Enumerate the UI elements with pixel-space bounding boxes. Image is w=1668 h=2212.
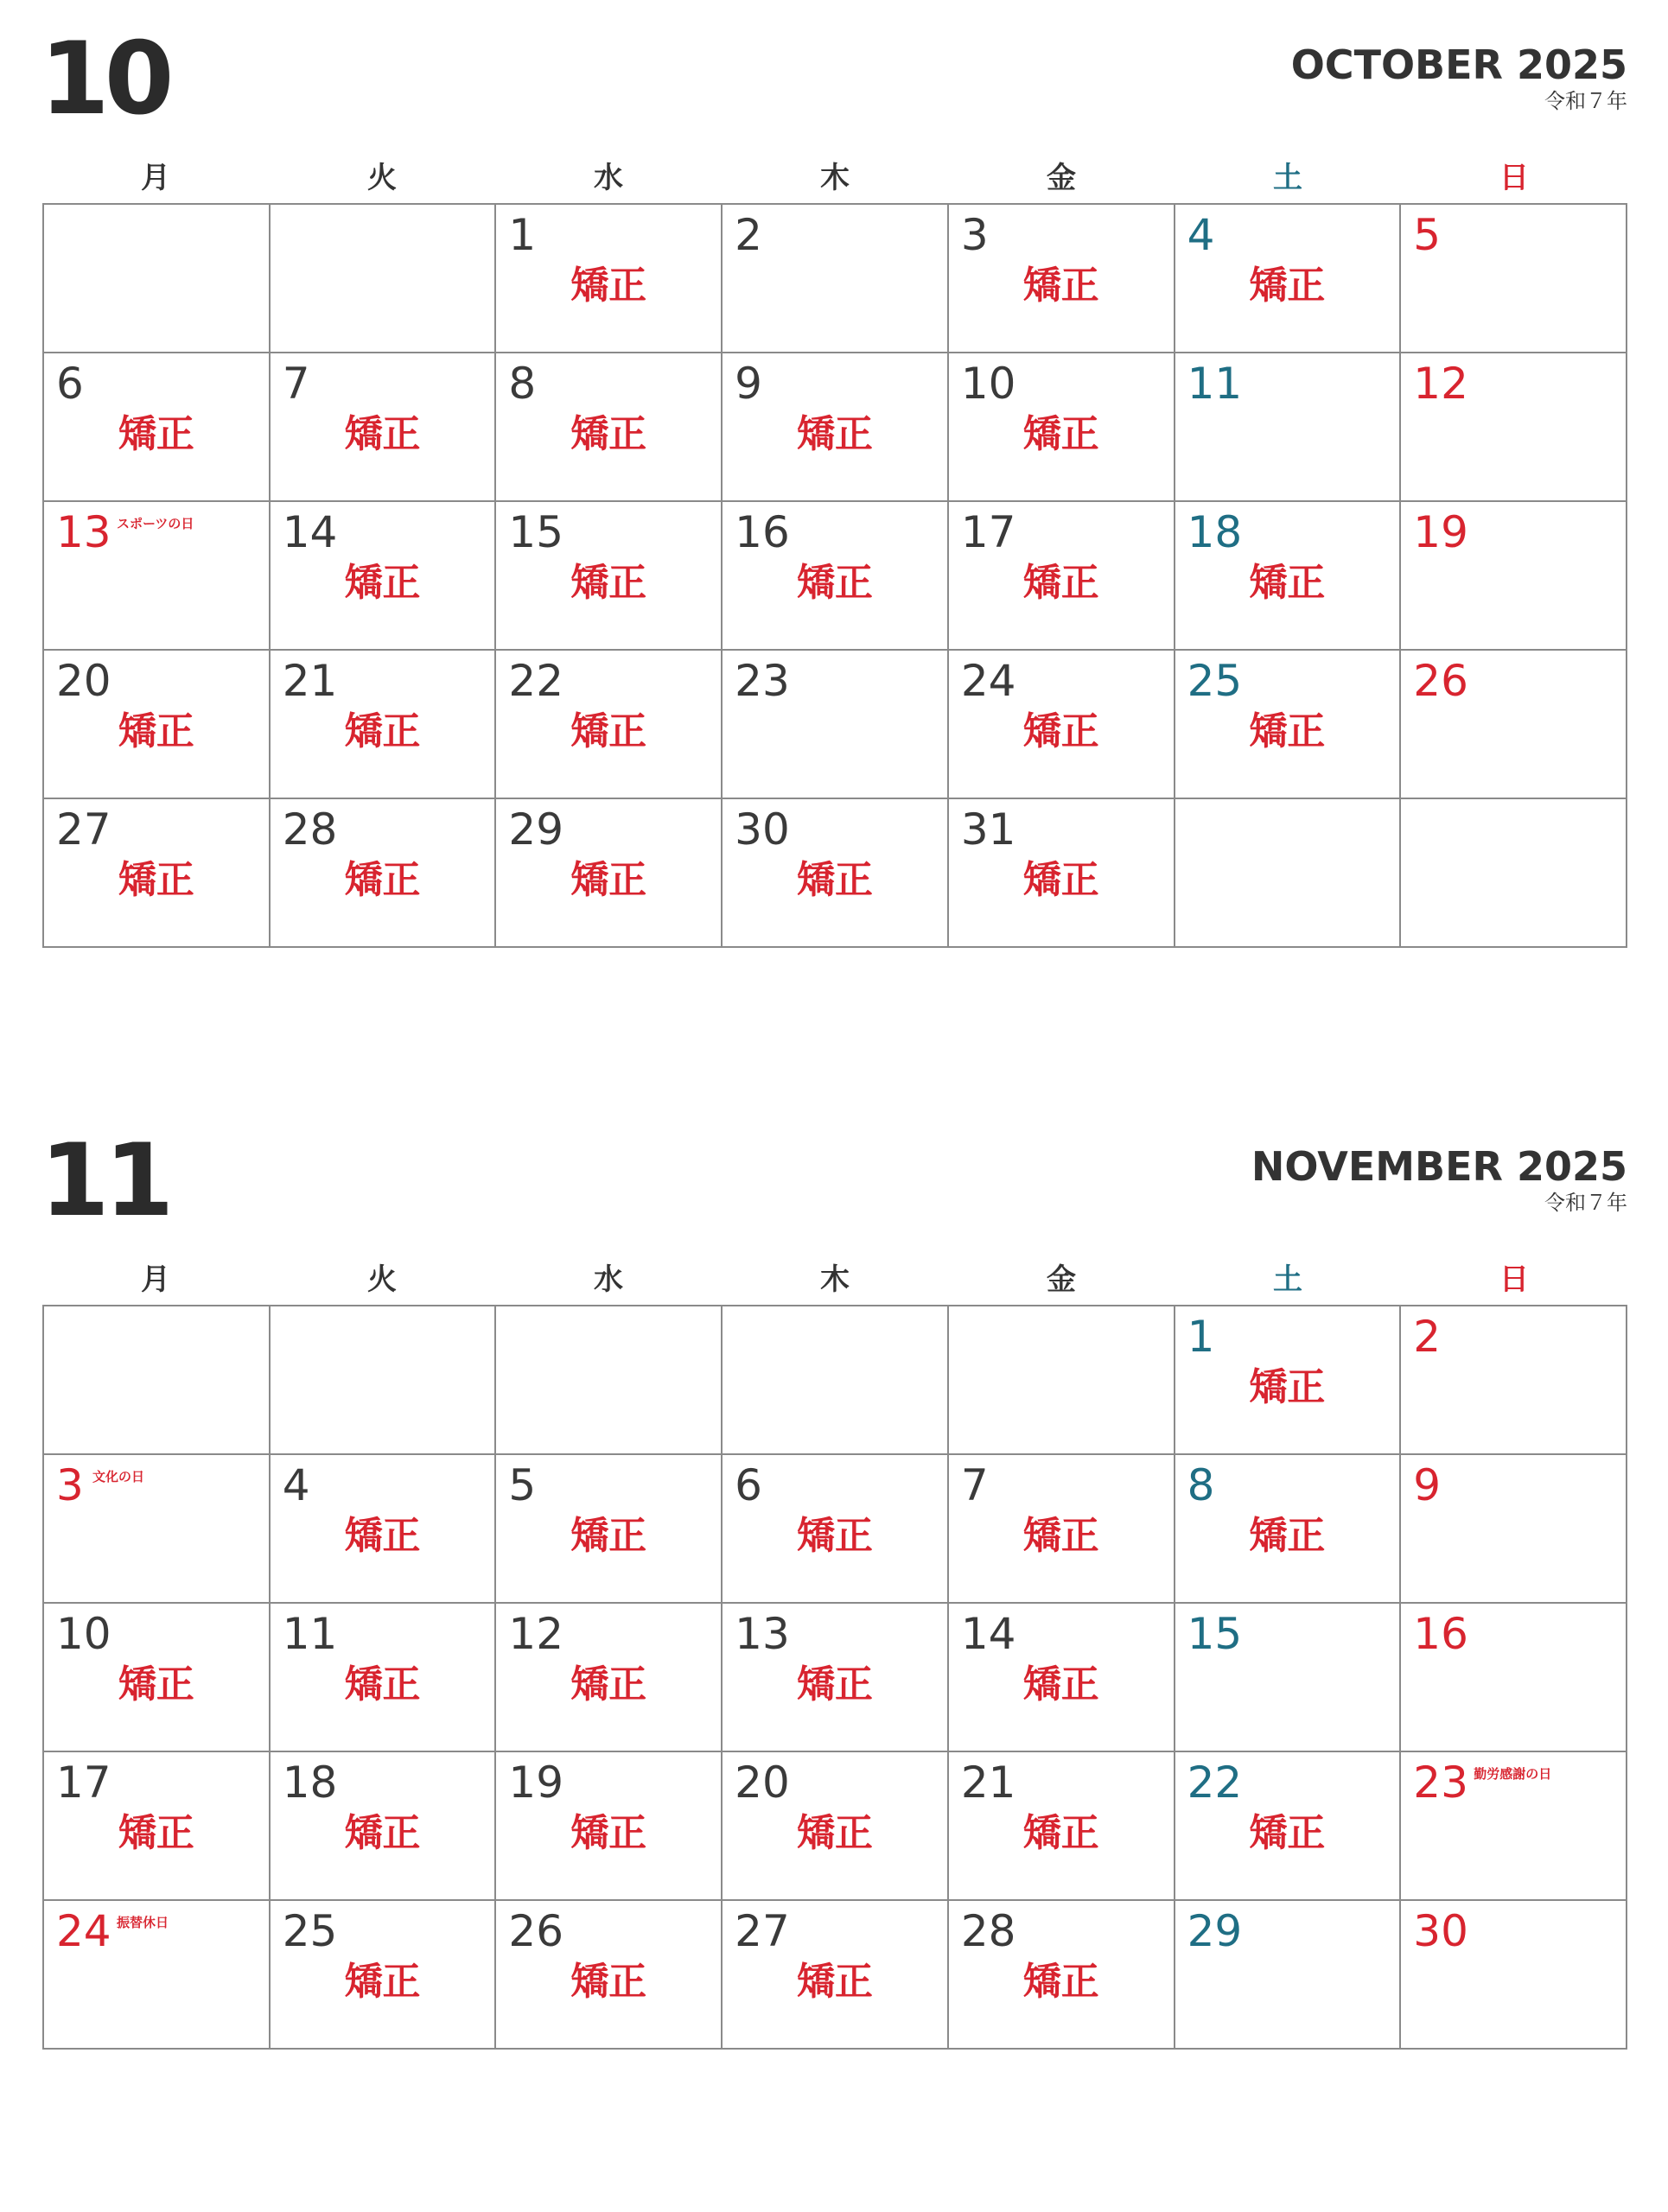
day-number: 28 (282, 804, 338, 855)
day-cell (44, 1901, 271, 2050)
day-number: 11 (282, 1609, 338, 1659)
day-number: 27 (56, 804, 111, 855)
clinic-mark: 矯正 (570, 1960, 647, 2004)
day-cell (1175, 1752, 1402, 1901)
day-cell (723, 1752, 949, 1901)
clinic-mark: 矯正 (796, 561, 873, 605)
day-number: 19 (508, 1758, 564, 1808)
day-number: 15 (508, 507, 564, 557)
clinic-mark: 矯正 (118, 1662, 194, 1707)
day-number: 1 (1187, 1312, 1215, 1362)
day-cell (496, 651, 723, 799)
clinic-mark: 矯正 (796, 858, 873, 902)
day-cell (44, 502, 271, 651)
day-number: 21 (960, 1758, 1016, 1808)
day-number: 29 (1187, 1906, 1243, 1956)
clinic-mark: 矯正 (118, 858, 194, 902)
day-cell (1401, 353, 1627, 502)
day-number: 15 (1187, 1609, 1243, 1659)
day-number: 12 (1413, 359, 1468, 409)
day-number: 12 (508, 1609, 564, 1659)
holiday-label: 振替休日 (117, 1915, 169, 1930)
day-cell (44, 353, 271, 502)
day-number: 1 (508, 210, 537, 260)
day-number: 6 (735, 1460, 762, 1510)
day-number: 5 (508, 1460, 537, 1510)
day-cell (271, 799, 497, 948)
clinic-mark: 矯正 (344, 1960, 421, 2004)
weekday-thu: 木 (820, 161, 850, 195)
day-number: 14 (960, 1609, 1016, 1659)
weekday-sat: 土 (1273, 161, 1302, 195)
day-number: 4 (1187, 210, 1215, 260)
day-number: 3 (960, 210, 989, 260)
clinic-mark: 矯正 (1022, 1514, 1099, 1558)
weekday-header (42, 158, 1627, 198)
day-cell (949, 1455, 1175, 1604)
clinic-mark: 矯正 (570, 264, 647, 308)
day-number: 5 (1413, 210, 1442, 260)
weekday-tue: 火 (367, 161, 397, 195)
day-cell (723, 502, 949, 651)
day-cell (44, 1604, 271, 1752)
clinic-mark: 矯正 (1022, 1960, 1099, 2004)
day-number: 30 (1413, 1906, 1468, 1956)
day-number: 20 (56, 656, 111, 706)
day-cell (1175, 353, 1402, 502)
day-cell (1175, 1604, 1402, 1752)
weekday-tue: 火 (367, 1262, 397, 1297)
empty-cell (496, 1306, 723, 1455)
day-cell (723, 1604, 949, 1752)
day-cell (44, 799, 271, 948)
empty-cell (1401, 799, 1627, 948)
day-cell (949, 1901, 1175, 2050)
calendar-grid (42, 1305, 1627, 2050)
month-title-japanese: 令和７年 (1544, 89, 1627, 113)
clinic-mark: 矯正 (796, 1960, 873, 2004)
clinic-mark: 矯正 (570, 858, 647, 902)
day-cell (723, 799, 949, 948)
clinic-mark: 矯正 (1249, 709, 1326, 753)
day-cell (271, 1901, 497, 2050)
day-cell (723, 353, 949, 502)
clinic-mark: 矯正 (1249, 1811, 1326, 1855)
day-cell (1401, 502, 1627, 651)
month-title-english: NOVEMBER 2025 (1251, 1143, 1627, 1190)
day-cell (949, 799, 1175, 948)
day-number: 21 (282, 656, 338, 706)
day-number: 30 (735, 804, 790, 855)
day-cell (271, 651, 497, 799)
day-cell (949, 1604, 1175, 1752)
month-title-japanese: 令和７年 (1544, 1191, 1627, 1215)
day-cell (496, 1604, 723, 1752)
day-number: 24 (56, 1906, 111, 1956)
clinic-mark: 矯正 (1249, 1514, 1326, 1558)
weekday-mon: 月 (141, 161, 170, 195)
day-cell (723, 205, 949, 353)
day-cell (1401, 1752, 1627, 1901)
clinic-mark: 矯正 (118, 709, 194, 753)
clinic-mark: 矯正 (118, 412, 194, 456)
day-cell (723, 1901, 949, 2050)
day-cell (496, 1752, 723, 1901)
clinic-mark: 矯正 (570, 412, 647, 456)
day-number: 14 (282, 507, 338, 557)
clinic-mark: 矯正 (796, 1662, 873, 1707)
day-cell (1401, 205, 1627, 353)
clinic-mark: 矯正 (344, 1514, 421, 1558)
day-number: 31 (960, 804, 1016, 855)
day-cell (44, 1455, 271, 1604)
day-cell (496, 502, 723, 651)
day-cell (1401, 1455, 1627, 1604)
empty-cell (723, 1306, 949, 1455)
clinic-mark: 矯正 (344, 1811, 421, 1855)
empty-cell (271, 1306, 497, 1455)
day-number: 29 (508, 804, 564, 855)
day-cell (271, 1752, 497, 1901)
day-cell (1175, 205, 1402, 353)
holiday-label: 文化の日 (92, 1469, 145, 1484)
day-cell (1401, 1604, 1627, 1752)
day-number: 13 (56, 507, 111, 557)
clinic-mark: 矯正 (1022, 412, 1099, 456)
day-number: 8 (1187, 1460, 1215, 1510)
day-number: 4 (282, 1460, 310, 1510)
day-number: 18 (1187, 507, 1243, 557)
day-cell (1175, 1306, 1402, 1455)
clinic-mark: 矯正 (344, 412, 421, 456)
day-cell (1175, 1455, 1402, 1604)
day-cell (496, 799, 723, 948)
clinic-mark: 矯正 (1249, 264, 1326, 308)
day-cell (1401, 1901, 1627, 2050)
day-number: 8 (508, 359, 537, 409)
clinic-mark: 矯正 (1249, 1365, 1326, 1409)
day-number: 28 (960, 1906, 1016, 1956)
day-cell (723, 651, 949, 799)
day-cell (1175, 502, 1402, 651)
clinic-mark: 矯正 (1022, 1662, 1099, 1707)
day-number: 16 (735, 507, 790, 557)
empty-cell (44, 205, 271, 353)
clinic-mark: 矯正 (570, 1514, 647, 1558)
weekday-sun: 日 (1499, 1262, 1529, 1297)
day-number: 17 (960, 507, 1016, 557)
empty-cell (44, 1306, 271, 1455)
weekday-fri: 金 (1047, 161, 1076, 195)
weekday-mon: 月 (141, 1262, 170, 1297)
day-cell (949, 502, 1175, 651)
day-number: 16 (1413, 1609, 1468, 1659)
day-cell (496, 1455, 723, 1604)
clinic-mark: 矯正 (344, 1662, 421, 1707)
day-cell (949, 651, 1175, 799)
day-number: 10 (960, 359, 1016, 409)
month-number: 10 (40, 21, 169, 137)
clinic-mark: 矯正 (344, 858, 421, 902)
month-number: 11 (40, 1122, 169, 1239)
day-number: 22 (1187, 1758, 1243, 1808)
clinic-mark: 矯正 (796, 1514, 873, 1558)
day-cell (1401, 1306, 1627, 1455)
empty-cell (949, 1306, 1175, 1455)
clinic-mark: 矯正 (570, 1811, 647, 1855)
day-cell (496, 1901, 723, 2050)
day-cell (271, 1604, 497, 1752)
day-number: 22 (508, 656, 564, 706)
clinic-mark: 矯正 (1022, 264, 1099, 308)
day-cell (1175, 651, 1402, 799)
weekday-wed: 水 (594, 1262, 623, 1297)
clinic-mark: 矯正 (344, 709, 421, 753)
day-cell (1175, 1901, 1402, 2050)
weekday-wed: 水 (594, 161, 623, 195)
day-number: 24 (960, 656, 1016, 706)
day-cell (44, 651, 271, 799)
clinic-mark: 矯正 (118, 1811, 194, 1855)
day-number: 3 (56, 1460, 84, 1510)
clinic-mark: 矯正 (1022, 709, 1099, 753)
day-number: 25 (282, 1906, 338, 1956)
day-number: 10 (56, 1609, 111, 1659)
day-cell (496, 205, 723, 353)
day-number: 25 (1187, 656, 1243, 706)
day-number: 23 (735, 656, 790, 706)
day-number: 26 (508, 1906, 564, 1956)
clinic-mark: 矯正 (1022, 858, 1099, 902)
day-cell (1401, 651, 1627, 799)
clinic-mark: 矯正 (570, 709, 647, 753)
day-number: 9 (1413, 1460, 1442, 1510)
weekday-fri: 金 (1047, 1262, 1076, 1297)
clinic-mark: 矯正 (570, 1662, 647, 1707)
weekday-header (42, 1260, 1627, 1300)
holiday-label: スポーツの日 (117, 516, 194, 531)
day-number: 19 (1413, 507, 1468, 557)
calendar-grid (42, 203, 1627, 948)
clinic-mark: 矯正 (344, 561, 421, 605)
clinic-mark: 矯正 (1249, 561, 1326, 605)
weekday-thu: 木 (820, 1262, 850, 1297)
day-number: 18 (282, 1758, 338, 1808)
day-number: 7 (960, 1460, 989, 1510)
day-number: 9 (735, 359, 762, 409)
day-number: 6 (56, 359, 84, 409)
clinic-mark: 矯正 (1022, 1811, 1099, 1855)
clinic-mark: 矯正 (1022, 561, 1099, 605)
day-cell (271, 502, 497, 651)
day-cell (44, 1752, 271, 1901)
day-number: 11 (1187, 359, 1243, 409)
day-number: 17 (56, 1758, 111, 1808)
empty-cell (1175, 799, 1402, 948)
day-number: 2 (735, 210, 762, 260)
clinic-mark: 矯正 (796, 412, 873, 456)
day-number: 27 (735, 1906, 790, 1956)
day-number: 20 (735, 1758, 790, 1808)
weekday-sat: 土 (1273, 1262, 1302, 1297)
day-cell (949, 205, 1175, 353)
day-cell (496, 353, 723, 502)
month-title-english: OCTOBER 2025 (1290, 41, 1627, 88)
day-cell (271, 1455, 497, 1604)
day-number: 23 (1413, 1758, 1468, 1808)
holiday-label: 勤労感謝の日 (1474, 1766, 1552, 1782)
day-cell (271, 353, 497, 502)
weekday-sun: 日 (1499, 161, 1529, 195)
empty-cell (271, 205, 497, 353)
day-cell (949, 353, 1175, 502)
day-number: 26 (1413, 656, 1468, 706)
clinic-mark: 矯正 (796, 1811, 873, 1855)
clinic-mark: 矯正 (570, 561, 647, 605)
day-cell (723, 1455, 949, 1604)
day-number: 13 (735, 1609, 790, 1659)
day-number: 2 (1413, 1312, 1442, 1362)
day-number: 7 (282, 359, 310, 409)
day-cell (949, 1752, 1175, 1901)
